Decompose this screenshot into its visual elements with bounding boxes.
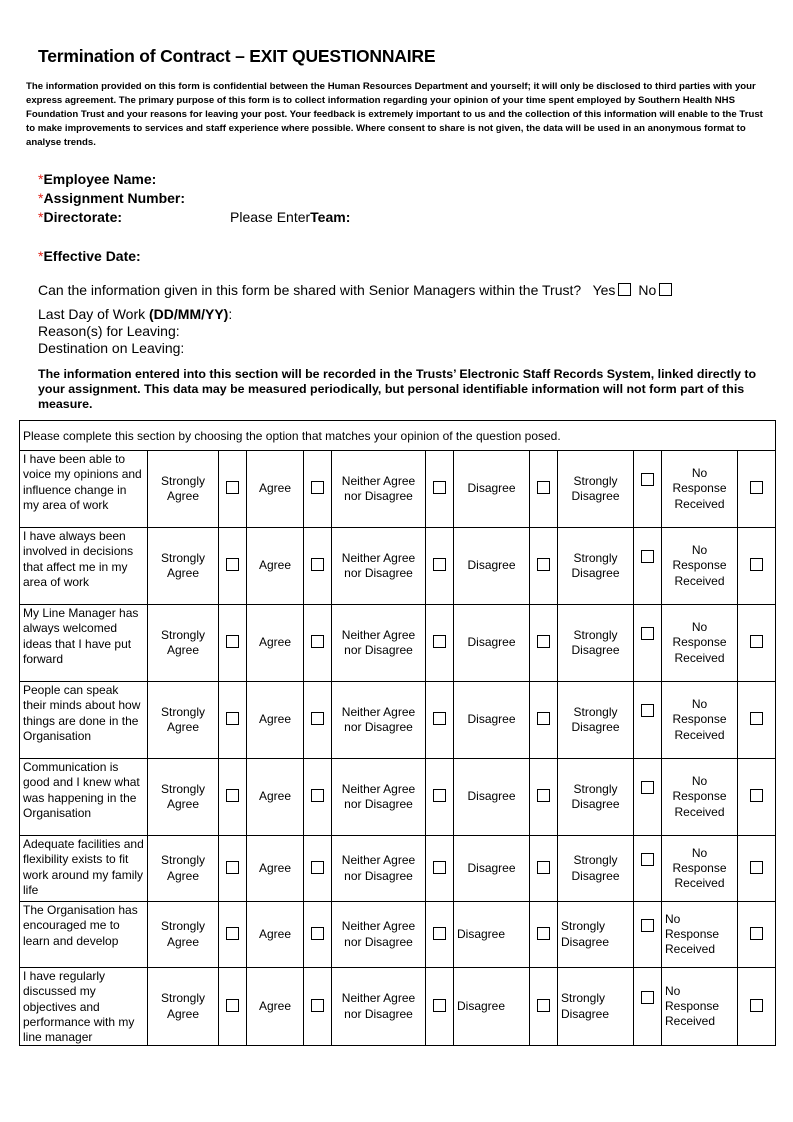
question-text: I have always been involved in decisions that affect me in my area of work bbox=[20, 528, 148, 605]
table-header: Please complete this section by choosing the option that matches your opinion of the question posed. bbox=[20, 421, 776, 451]
required-marker: * bbox=[38, 190, 44, 206]
option-cell bbox=[219, 968, 247, 1046]
option-label-neither: Neither Agree nor Disagree bbox=[332, 451, 426, 528]
option-cell bbox=[530, 902, 558, 968]
option-cell bbox=[530, 682, 558, 759]
option-label-strongly-agree: Strongly Agree bbox=[148, 528, 219, 605]
question-row bbox=[20, 682, 776, 759]
option-cell bbox=[304, 759, 332, 836]
share-consent-question: Can the information given in this form be shared with Senior Managers within the Trust? Yes No bbox=[38, 282, 675, 298]
option-label-neither: Neither Agree nor Disagree bbox=[332, 759, 426, 836]
option-cell bbox=[219, 759, 247, 836]
option-label-disagree: Disagree bbox=[454, 902, 530, 968]
option-label-strongly-agree: Strongly Agree bbox=[148, 605, 219, 682]
question-row bbox=[20, 968, 776, 1046]
option-cell bbox=[738, 682, 776, 759]
option-label-agree: Agree bbox=[247, 451, 304, 528]
option-cell bbox=[634, 528, 662, 605]
neither-checkbox[interactable] bbox=[433, 481, 446, 494]
question-text: The Organisation has encouraged me to learn and develop bbox=[20, 902, 148, 968]
option-cell bbox=[738, 605, 776, 682]
option-cell bbox=[738, 759, 776, 836]
option-cell bbox=[738, 451, 776, 528]
agree-checkbox[interactable] bbox=[311, 558, 324, 571]
required-marker: * bbox=[38, 171, 44, 187]
option-label-disagree: Disagree bbox=[454, 836, 530, 902]
option-label-strongly-agree: Strongly Agree bbox=[148, 682, 219, 759]
option-label-agree: Agree bbox=[247, 836, 304, 902]
strongly-disagree-checkbox[interactable] bbox=[641, 781, 654, 794]
strongly-disagree-checkbox[interactable] bbox=[641, 627, 654, 640]
no-response-checkbox[interactable] bbox=[750, 927, 763, 940]
esr-notice: The information entered into this section will be recorded in the Trusts’ Electronic Staff Records System, linked directly to your assignment. This data may be measured periodically, but personal identifiable information will not form part of this measure. bbox=[38, 367, 757, 411]
option-cell bbox=[219, 836, 247, 902]
option-label-disagree: Disagree bbox=[454, 528, 530, 605]
option-label-no-response: No Response Received bbox=[662, 836, 738, 902]
option-cell bbox=[426, 968, 454, 1046]
option-label-disagree: Disagree bbox=[454, 682, 530, 759]
option-cell bbox=[738, 836, 776, 902]
neither-checkbox[interactable] bbox=[433, 712, 446, 725]
option-label-strongly-disagree: Strongly Disagree bbox=[558, 902, 634, 968]
option-cell bbox=[426, 451, 454, 528]
strongly-agree-checkbox[interactable] bbox=[226, 789, 239, 802]
option-label-no-response: No Response Received bbox=[662, 902, 738, 968]
option-cell bbox=[530, 968, 558, 1046]
no-response-checkbox[interactable] bbox=[750, 635, 763, 648]
option-cell bbox=[530, 451, 558, 528]
no-response-checkbox[interactable] bbox=[750, 481, 763, 494]
strongly-agree-checkbox[interactable] bbox=[226, 999, 239, 1012]
option-cell bbox=[304, 836, 332, 902]
option-cell bbox=[530, 605, 558, 682]
option-label-agree: Agree bbox=[247, 682, 304, 759]
neither-checkbox[interactable] bbox=[433, 635, 446, 648]
share-yes-checkbox[interactable] bbox=[618, 283, 631, 296]
reasons-label: Reason(s) for Leaving: bbox=[38, 323, 180, 339]
option-cell bbox=[426, 836, 454, 902]
option-label-disagree: Disagree bbox=[454, 968, 530, 1046]
directorate-label: *Directorate: bbox=[38, 209, 123, 225]
share-no-checkbox[interactable] bbox=[659, 283, 672, 296]
no-response-checkbox[interactable] bbox=[750, 999, 763, 1012]
option-cell bbox=[304, 605, 332, 682]
disagree-checkbox[interactable] bbox=[537, 481, 550, 494]
no-response-checkbox[interactable] bbox=[750, 789, 763, 802]
option-cell bbox=[219, 605, 247, 682]
option-label-neither: Neither Agree nor Disagree bbox=[332, 528, 426, 605]
question-text: Communication is good and I knew what was happening in the Organisation bbox=[20, 759, 148, 836]
destination-label: Destination on Leaving: bbox=[38, 340, 185, 356]
option-cell bbox=[304, 968, 332, 1046]
option-label-agree: Agree bbox=[247, 968, 304, 1046]
option-label-agree: Agree bbox=[247, 528, 304, 605]
option-cell bbox=[634, 836, 662, 902]
strongly-agree-checkbox[interactable] bbox=[226, 927, 239, 940]
option-cell bbox=[219, 451, 247, 528]
option-cell bbox=[219, 682, 247, 759]
question-row bbox=[20, 451, 776, 528]
option-label-no-response: No Response Received bbox=[662, 451, 738, 528]
disagree-checkbox[interactable] bbox=[537, 927, 550, 940]
disagree-checkbox[interactable] bbox=[537, 635, 550, 648]
question-row bbox=[20, 836, 776, 902]
option-label-no-response: No Response Received bbox=[662, 682, 738, 759]
option-cell bbox=[426, 605, 454, 682]
no-response-checkbox[interactable] bbox=[750, 712, 763, 725]
neither-checkbox[interactable] bbox=[433, 789, 446, 802]
option-label-agree: Agree bbox=[247, 902, 304, 968]
option-label-strongly-agree: Strongly Agree bbox=[148, 451, 219, 528]
option-label-agree: Agree bbox=[247, 605, 304, 682]
required-marker: * bbox=[38, 209, 44, 225]
option-label-strongly-disagree: Strongly Disagree bbox=[558, 682, 634, 759]
option-label-strongly-disagree: Strongly Disagree bbox=[558, 605, 634, 682]
agree-checkbox[interactable] bbox=[311, 712, 324, 725]
option-cell bbox=[304, 682, 332, 759]
option-label-disagree: Disagree bbox=[454, 605, 530, 682]
agree-checkbox[interactable] bbox=[311, 481, 324, 494]
page-title: Termination of Contract – EXIT QUESTIONNAIRE bbox=[38, 46, 436, 66]
agree-checkbox[interactable] bbox=[311, 789, 324, 802]
option-label-strongly-agree: Strongly Agree bbox=[148, 968, 219, 1046]
no-response-checkbox[interactable] bbox=[750, 861, 763, 874]
required-marker: * bbox=[38, 248, 44, 264]
assignment-number-label: *Assignment Number: bbox=[38, 190, 186, 206]
option-cell bbox=[634, 451, 662, 528]
option-cell bbox=[634, 968, 662, 1046]
no-response-checkbox[interactable] bbox=[750, 558, 763, 571]
strongly-disagree-checkbox[interactable] bbox=[641, 919, 654, 932]
strongly-disagree-checkbox[interactable] bbox=[641, 853, 654, 866]
neither-checkbox[interactable] bbox=[433, 927, 446, 940]
option-label-agree: Agree bbox=[247, 759, 304, 836]
option-label-no-response: No Response Received bbox=[662, 759, 738, 836]
disagree-checkbox[interactable] bbox=[537, 861, 550, 874]
disagree-checkbox[interactable] bbox=[537, 999, 550, 1012]
option-label-neither: Neither Agree nor Disagree bbox=[332, 836, 426, 902]
option-label-no-response: No Response Received bbox=[662, 528, 738, 605]
strongly-agree-checkbox[interactable] bbox=[226, 481, 239, 494]
strongly-disagree-checkbox[interactable] bbox=[641, 550, 654, 563]
strongly-disagree-checkbox[interactable] bbox=[641, 704, 654, 717]
option-cell bbox=[738, 902, 776, 968]
option-label-strongly-agree: Strongly Agree bbox=[148, 902, 219, 968]
option-label-strongly-disagree: Strongly Disagree bbox=[558, 836, 634, 902]
option-cell bbox=[530, 759, 558, 836]
option-label-no-response: No Response Received bbox=[662, 605, 738, 682]
option-cell bbox=[219, 902, 247, 968]
question-row bbox=[20, 759, 776, 836]
option-label-disagree: Disagree bbox=[454, 759, 530, 836]
team-label: Please EnterTeam: bbox=[230, 209, 351, 225]
option-label-strongly-agree: Strongly Agree bbox=[148, 759, 219, 836]
neither-checkbox[interactable] bbox=[433, 558, 446, 571]
option-cell bbox=[634, 902, 662, 968]
disagree-checkbox[interactable] bbox=[537, 712, 550, 725]
strongly-agree-checkbox[interactable] bbox=[226, 558, 239, 571]
option-label-strongly-disagree: Strongly Disagree bbox=[558, 759, 634, 836]
option-label-strongly-disagree: Strongly Disagree bbox=[558, 451, 634, 528]
question-text: People can speak their minds about how things are done in the Organisation bbox=[20, 682, 148, 759]
option-cell bbox=[304, 528, 332, 605]
agree-checkbox[interactable] bbox=[311, 861, 324, 874]
option-label-neither: Neither Agree nor Disagree bbox=[332, 968, 426, 1046]
agree-checkbox[interactable] bbox=[311, 999, 324, 1012]
strongly-agree-checkbox[interactable] bbox=[226, 861, 239, 874]
option-cell bbox=[426, 902, 454, 968]
option-cell bbox=[530, 836, 558, 902]
option-cell bbox=[426, 759, 454, 836]
option-label-strongly-agree: Strongly Agree bbox=[148, 836, 219, 902]
option-cell bbox=[304, 451, 332, 528]
option-cell bbox=[634, 605, 662, 682]
question-row bbox=[20, 605, 776, 682]
option-cell bbox=[634, 682, 662, 759]
neither-checkbox[interactable] bbox=[433, 999, 446, 1012]
question-row bbox=[20, 528, 776, 605]
option-cell bbox=[219, 528, 247, 605]
question-text: I have been able to voice my opinions and influence change in my area of work bbox=[20, 451, 148, 528]
option-label-strongly-disagree: Strongly Disagree bbox=[558, 528, 634, 605]
option-label-disagree: Disagree bbox=[454, 451, 530, 528]
option-label-strongly-disagree: Strongly Disagree bbox=[558, 968, 634, 1046]
option-cell bbox=[304, 902, 332, 968]
option-cell bbox=[634, 759, 662, 836]
option-label-neither: Neither Agree nor Disagree bbox=[332, 902, 426, 968]
strongly-disagree-checkbox[interactable] bbox=[641, 473, 654, 486]
intro-paragraph: The information provided on this form is confidential between the Human Resources Department and yourself; it will only be disclosed to third parties with your express agreement. The primary purpose of this form is to collect information regarding your opinion of your time spent employed by Southern Health NHS Foundation Trust and your reasons for leaving your post. Your feedback is extremely important to us and the collection of this information will enable to the Trust to make improvements to services and staff experience where possible. Where consent to share is not given, the data will be used in an anonymous format to analyse trends. bbox=[26, 81, 763, 148]
agree-checkbox[interactable] bbox=[311, 927, 324, 940]
agree-checkbox[interactable] bbox=[311, 635, 324, 648]
questionnaire-table bbox=[19, 420, 776, 1046]
last-day-label: Last Day of Work (DD/MM/YY): bbox=[38, 306, 233, 322]
strongly-disagree-checkbox[interactable] bbox=[641, 991, 654, 1004]
option-label-no-response: No Response Received bbox=[662, 968, 738, 1046]
effective-date-label: *Effective Date: bbox=[38, 248, 141, 264]
employee-name-label: *Employee Name: bbox=[38, 171, 157, 187]
question-text: Adequate facilities and flexibility exists to fit work around my family life bbox=[20, 836, 148, 902]
option-cell bbox=[530, 528, 558, 605]
option-cell bbox=[738, 968, 776, 1046]
option-label-neither: Neither Agree nor Disagree bbox=[332, 682, 426, 759]
option-cell bbox=[426, 528, 454, 605]
question-text: I have regularly discussed my objectives and performance with my line manager bbox=[20, 968, 148, 1046]
strongly-agree-checkbox[interactable] bbox=[226, 635, 239, 648]
question-text: My Line Manager has always welcomed ideas that I have put forward bbox=[20, 605, 148, 682]
option-label-neither: Neither Agree nor Disagree bbox=[332, 605, 426, 682]
option-cell bbox=[738, 528, 776, 605]
disagree-checkbox[interactable] bbox=[537, 558, 550, 571]
neither-checkbox[interactable] bbox=[433, 861, 446, 874]
option-cell bbox=[426, 682, 454, 759]
strongly-agree-checkbox[interactable] bbox=[226, 712, 239, 725]
disagree-checkbox[interactable] bbox=[537, 789, 550, 802]
question-row bbox=[20, 902, 776, 968]
